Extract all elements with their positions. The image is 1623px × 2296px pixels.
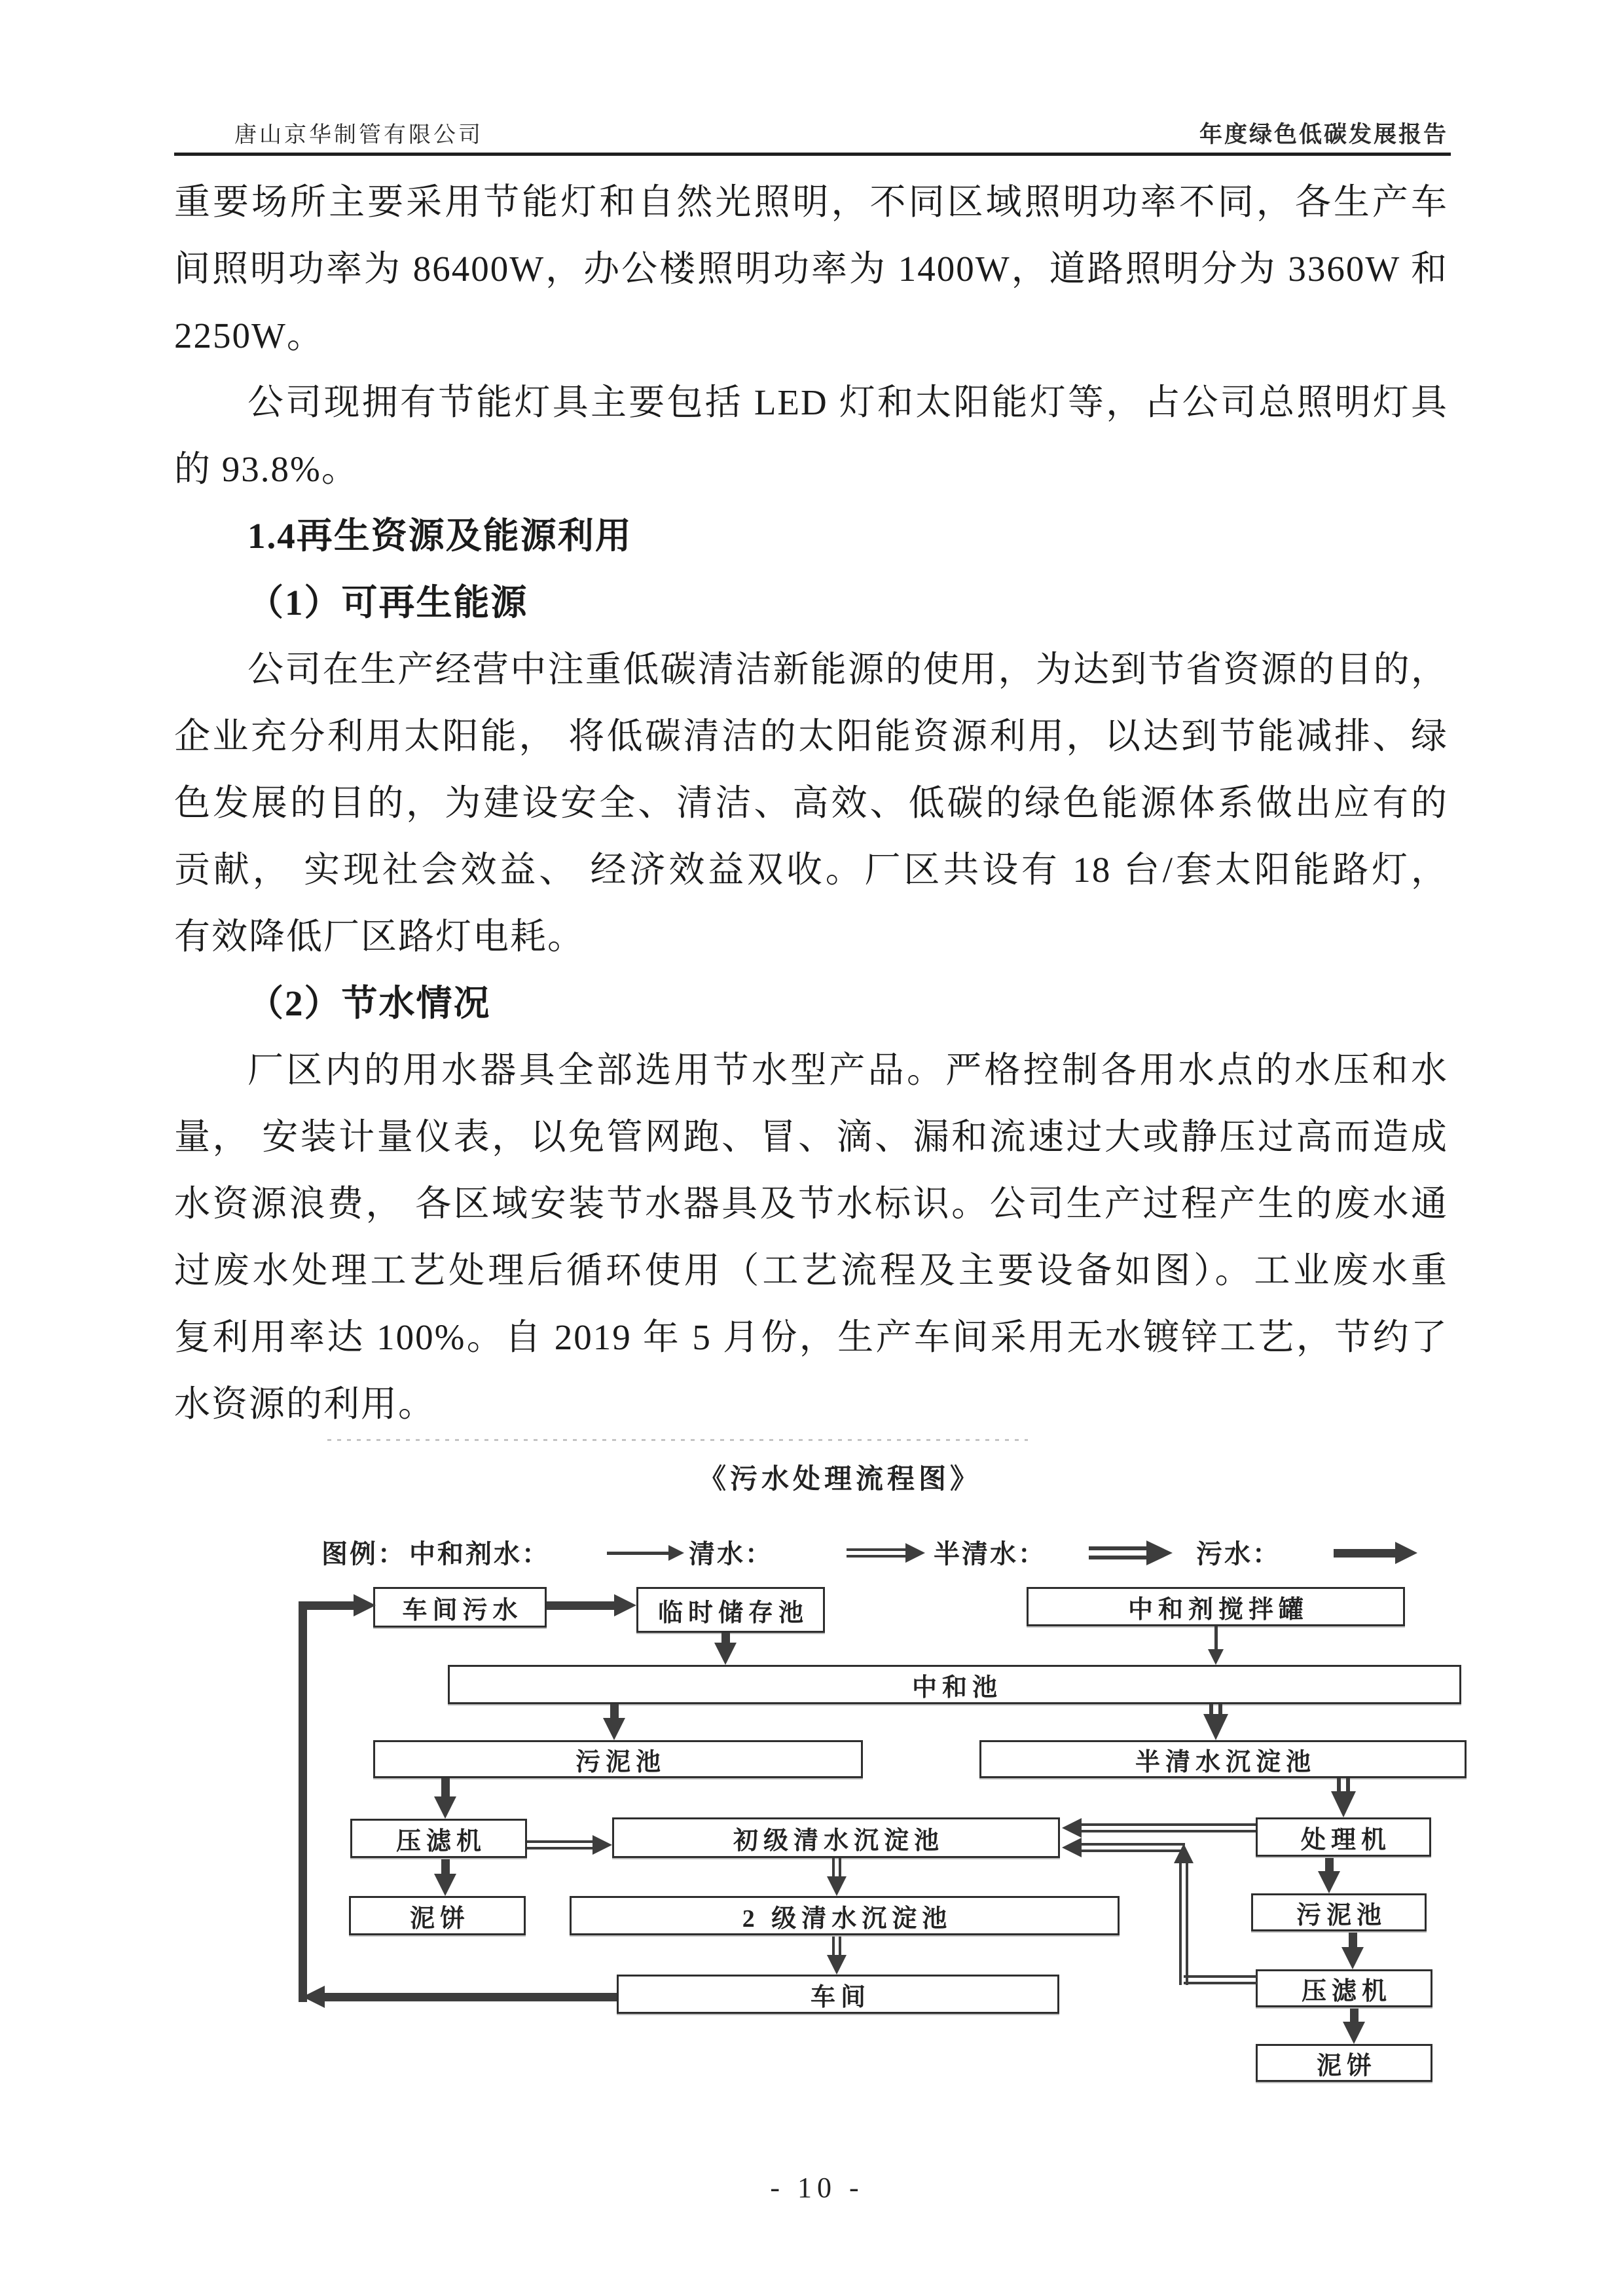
flow-arrow-double [827, 1876, 847, 1896]
flow-arrow-solid-thick [302, 1986, 325, 2008]
flow-arrow-double-thick [1146, 1540, 1173, 1565]
flow-arrow-thin [1214, 1626, 1218, 1649]
body-line: （2）节水情况 [247, 983, 491, 1023]
flow-arrow-solid-thick [610, 1704, 619, 1718]
flow-arrow-double [1082, 1823, 1256, 1832]
body-line: 量， 安装计量仪表，以免管网跑、冒、滴、漏和流速过大或静压过高而造成 [174, 1117, 1448, 1157]
body-line: 有效降低厂区路灯电耗。 [174, 917, 585, 957]
node-mud-cake-right: 泥饼 [1256, 2044, 1432, 2082]
flow-arrow-solid-thick [354, 1594, 376, 1616]
body-line: 重要场所主要采用节能灯和自然光照明，不同区域照明功率不同，各生产车 [174, 182, 1448, 222]
flow-arrow-solid-thick [441, 1859, 450, 1874]
flow-arrow-double-thick [1089, 1546, 1146, 1559]
flow-arrow-double [847, 1548, 905, 1558]
flow-arrow-solid-thick [1350, 2009, 1359, 2022]
body-line: （1）可再生能源 [247, 583, 528, 623]
flow-arrow-solid-thick [1318, 1871, 1340, 1893]
flow-arrow-double [832, 1937, 841, 1955]
body-line: 水资源的利用。 [174, 1384, 436, 1424]
flow-arrow-double [905, 1543, 925, 1563]
flow-arrow-solid-thick [302, 1601, 354, 1610]
flow-arrow-solid-thick [1334, 1549, 1395, 1558]
node-semi-clean-pool: 半清水沉淀池 [979, 1740, 1467, 1778]
flow-arrow-solid-thick [1325, 1858, 1334, 1871]
flow-arrow-solid-thick [1395, 1542, 1417, 1564]
flow-arrow-double [1062, 1838, 1082, 1857]
body-line: 过废水处理工艺处理后循环使用（工艺流程及主要设备如图）。工业废水重 [174, 1250, 1448, 1290]
flow-arrow-double [593, 1835, 612, 1855]
flow-arrow-double [832, 1858, 841, 1876]
flow-arrow-double [1179, 1863, 1188, 1985]
flow-arrow-solid-thick [1343, 2022, 1365, 2044]
flow-arrow-double-thick [1331, 1791, 1356, 1817]
page-number: - 10 - [770, 2172, 864, 2204]
body-line: 色发展的目的，为建设安全、清洁、高效、低碳的绿色能源体系做出应有的 [174, 783, 1448, 823]
body-line: 企业充分利用太阳能， 将低碳清洁的太阳能资源利用，以达到节能减排、绿 [174, 716, 1448, 756]
flow-arrow-double [1184, 1975, 1257, 1984]
node-neutral-pool: 中和池 [448, 1665, 1461, 1704]
flow-arrow-solid-thick [299, 1601, 307, 2002]
node-workshop: 车间 [617, 1975, 1059, 2014]
flow-arrow-double [1062, 1818, 1082, 1838]
node-primary-clean-pool: 初级清水沉淀池 [612, 1817, 1060, 1858]
header-report-title: 年度绿色低碳发展报告 [1199, 122, 1448, 147]
flow-arrow-double [527, 1840, 593, 1850]
flow-arrow-thin [1208, 1649, 1224, 1665]
flow-arrow-solid-thick [721, 1633, 730, 1643]
flow-arrow-thin [668, 1545, 684, 1561]
body-line: 厂区内的用水器具全部选用节水型产品。严格控制各用水点的水压和水 [247, 1050, 1448, 1090]
flow-arrow-solid-thick [614, 1594, 636, 1616]
flow-arrow-solid-thick [603, 1718, 625, 1740]
flow-arrow-solid-thick [1341, 1947, 1364, 1969]
flow-arrow-double-thick [1337, 1778, 1350, 1791]
flow-arrow-double-thick [1203, 1714, 1228, 1740]
flow-arrow-solid-thick [434, 1874, 456, 1896]
body-line: 公司现拥有节能灯具主要包括 LED 灯和太阳能灯等，占公司总照明灯具 [247, 382, 1448, 422]
flow-arrow-double-thick [1209, 1704, 1222, 1714]
legend-label: 图例： [321, 1539, 406, 1569]
node-filter-press-right: 压滤机 [1256, 1969, 1432, 2007]
node-mud-cake-left: 泥饼 [349, 1896, 526, 1935]
flow-arrow-solid-thick [1349, 1933, 1357, 1947]
flow-arrow-double [1082, 1843, 1185, 1852]
figure-title: 《污水处理流程图》 [698, 1465, 982, 1495]
body-line: 间照明功率为 86400W，办公楼照明功率为 1400W，道路照明分为 3360W 和 [174, 249, 1448, 289]
legend-item: 中和剂水： [409, 1539, 550, 1569]
flow-arrow-solid-thick [325, 1993, 617, 2001]
node-treatment-machine: 处理机 [1256, 1817, 1431, 1857]
flow-arrow-solid-thick [714, 1643, 737, 1665]
flow-arrow-solid-thick [441, 1778, 450, 1796]
body-line: 1.4再生资源及能源利用 [247, 516, 632, 556]
node-neutralizer-tank: 中和剂搅拌罐 [1027, 1587, 1405, 1626]
node-temp-storage: 临时储存池 [636, 1587, 825, 1633]
legend-item: 污水： [1196, 1539, 1281, 1569]
flow-arrow-double [827, 1955, 847, 1975]
flow-arrow-double [1174, 1844, 1194, 1863]
node-secondary-clean-pool: 2 级清水沉淀池 [570, 1896, 1120, 1935]
body-line: 的 93.8%。 [174, 449, 359, 489]
body-line: 公司在生产经营中注重低碳清洁新能源的使用，为达到节省资源的目的， [247, 649, 1448, 689]
legend-item: 半清水： [934, 1539, 1046, 1569]
body-line: 水资源浪费， 各区域安装节水器具及节水标识。公司生产过程产生的废水通 [174, 1184, 1448, 1224]
flow-arrow-solid-thick [434, 1796, 456, 1819]
node-sludge-pool-right: 污泥池 [1251, 1893, 1427, 1931]
node-filter-press-left: 压滤机 [350, 1819, 527, 1858]
body-line: 2250W。 [174, 316, 324, 355]
flow-arrow-thin [607, 1552, 668, 1555]
node-sludge-pool-left: 污泥池 [373, 1740, 863, 1778]
flow-arrow-solid-thick [547, 1601, 614, 1610]
legend-item: 清水： [689, 1539, 773, 1569]
body-line: 复利用率达 100%。自 2019 年 5 月份，生产车间采用无水镀锌工艺，节约了 [174, 1317, 1448, 1357]
body-line: 贡献， 实现社会效益、 经济效益双收。厂区共设有 18 台/套太阳能路灯， [174, 850, 1448, 890]
node-workshop-sewage: 车间污水 [373, 1587, 547, 1628]
header-company: 唐山京华制管有限公司 [234, 123, 483, 147]
